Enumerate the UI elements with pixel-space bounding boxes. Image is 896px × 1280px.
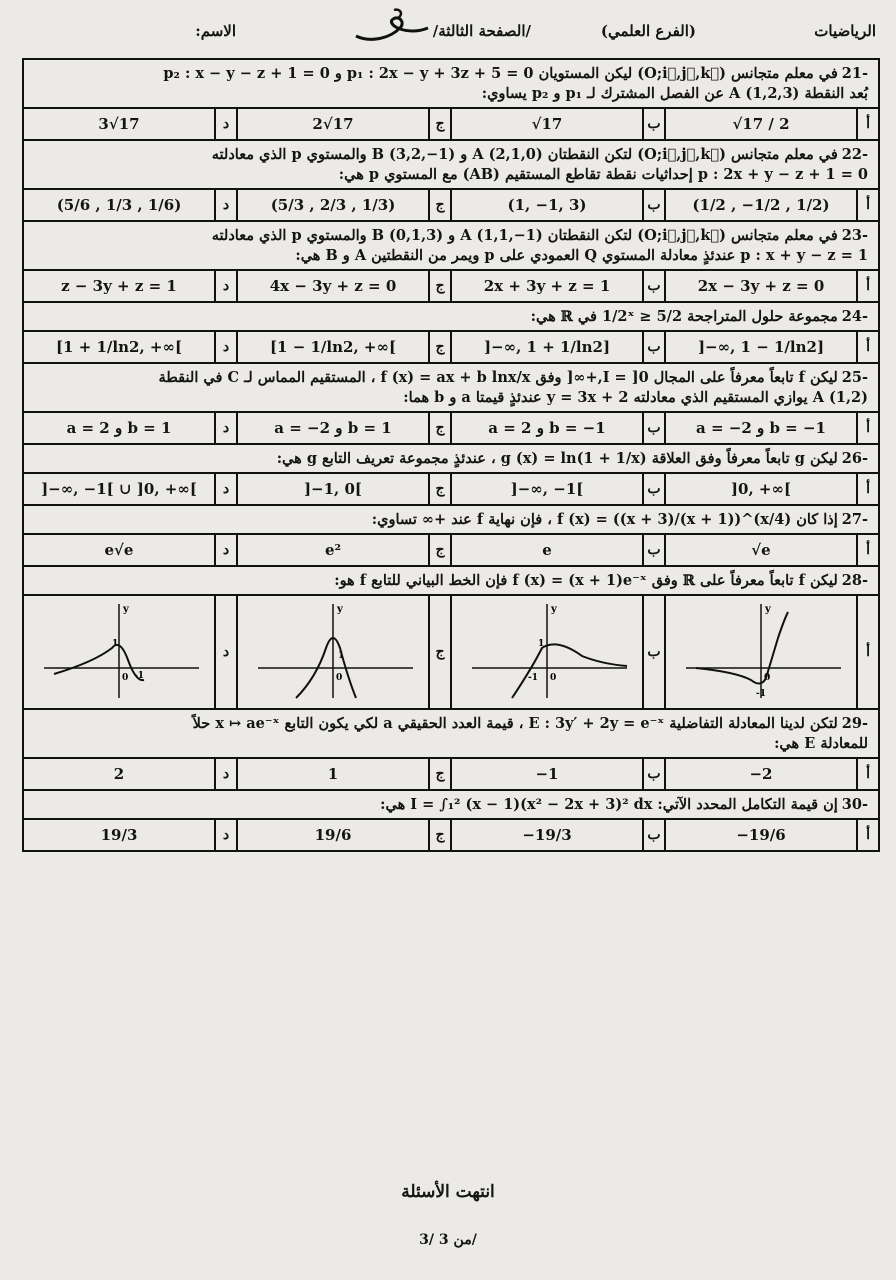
option-letter: ب <box>642 759 664 789</box>
option-letter: أ <box>856 413 878 443</box>
option-2-choice[interactable]: 2√17 <box>236 109 428 139</box>
page-label: /الصفحة الثالثة/ <box>432 22 531 40</box>
question-22 <box>22 139 880 188</box>
question-number: -27 <box>841 511 868 528</box>
option-letter: أ <box>856 759 878 789</box>
option-letter: أ <box>856 474 878 504</box>
option-graph <box>452 596 642 708</box>
option-1-choice[interactable]: 2x + 3y + z = 1 <box>450 271 642 301</box>
option-2-choice[interactable] <box>236 596 428 708</box>
option-letter: ب <box>642 596 664 708</box>
option-0-choice[interactable]: 2x − 3y + z = 0 <box>664 271 856 301</box>
option-letter: د <box>214 413 236 443</box>
questions-sheet <box>22 58 880 852</box>
question-25 <box>22 362 880 411</box>
option-letter: ب <box>642 109 664 139</box>
option-3-choice[interactable]: a = 2 و b = 1 <box>66 419 172 437</box>
option-1-choice[interactable]: ]−∞, −1[ <box>450 474 642 504</box>
origin-label: 0 <box>764 673 771 683</box>
option-graph <box>238 596 428 708</box>
option-3-choice[interactable] <box>24 596 214 708</box>
option-2-choice[interactable]: 19/6 <box>236 820 428 850</box>
question-text-line2: بُعد النقطة A (1,2,3) عن الفصل المشترك لـ p₁ و p₂ يساوي: <box>481 85 868 102</box>
question-28 <box>22 565 880 594</box>
option-3-choice[interactable]: [1 + 1/ln2, +∞[ <box>55 338 183 356</box>
sheet-bottom-border <box>22 850 880 852</box>
option-letter: أ <box>856 596 878 708</box>
question-text: مجموعة حلول المتراجحة 1/2ˣ ≥ 5/2 في ℝ هي: <box>530 308 838 325</box>
option-letter: أ <box>856 109 878 139</box>
question-text: ليكن f تابعاً معرفاً على المجال I = ]0,+∞[ وفق f (x) = ax + b lnx/x ، المستقيم المماس لـ C في النقطة <box>158 369 838 386</box>
y-axis-label: y <box>337 604 343 615</box>
option-letter: ج <box>428 332 450 362</box>
options-row <box>22 818 880 850</box>
option-letter: د <box>214 190 236 220</box>
option-2-choice[interactable]: 1 <box>236 759 428 789</box>
origin-label: 0 <box>550 673 557 683</box>
option-letter: ج <box>428 190 450 220</box>
option-letter: د <box>214 820 236 850</box>
option-0-choice[interactable]: −19/6 <box>664 820 856 850</box>
question-text-line2: p : 2x + y − z + 1 = 0 إحداثيات نقطة تقاطع المستقيم (AB) مع المستوي p هي: <box>338 166 868 183</box>
option-graph <box>24 596 214 708</box>
option-letter: ج <box>428 109 450 139</box>
option-3-choice[interactable]: 2 <box>113 765 125 783</box>
question-number: -29 <box>841 715 868 732</box>
option-graph <box>666 596 856 708</box>
option-1-choice[interactable]: −1 <box>450 759 642 789</box>
option-letter: أ <box>856 332 878 362</box>
option-letter: ب <box>642 190 664 220</box>
question-text: لتكن لدينا المعادلة التفاضلية E : 3y′ + 2y = e⁻ˣ ، قيمة العدد الحقيقي a لكي يكون التابع x ↦ ae⁻ˣ حلاً <box>192 715 838 732</box>
tick-label: 1 <box>112 639 119 649</box>
option-letter: ج <box>428 820 450 850</box>
option-2-choice[interactable]: 4x − 3y + z = 0 <box>236 271 428 301</box>
option-1-choice[interactable]: (1, −1, 3) <box>450 190 642 220</box>
function-curve <box>512 644 627 698</box>
option-2-choice[interactable]: a = −2 و b = 1 <box>236 413 428 443</box>
option-letter: ج <box>428 759 450 789</box>
origin-label: 0 <box>336 673 343 683</box>
option-1-choice[interactable]: √17 <box>450 109 642 139</box>
question-number: -30 <box>841 796 868 813</box>
question-30 <box>22 789 880 818</box>
option-0-choice[interactable]: ]−∞, 1 − 1/ln2] <box>664 332 856 362</box>
option-letter: د <box>214 109 236 139</box>
options-row <box>22 107 880 139</box>
option-letter: ب <box>642 413 664 443</box>
tick-label: -1 <box>134 671 144 681</box>
option-3-choice[interactable]: ]−∞, −1[ ∪ ]0, +∞[ <box>41 480 197 498</box>
question-29 <box>22 708 880 757</box>
options-row <box>22 330 880 362</box>
option-letter: أ <box>856 271 878 301</box>
option-letter: ب <box>642 271 664 301</box>
option-0-choice[interactable] <box>664 596 856 708</box>
question-text: إن قيمة التكامل المحدد الآتي: I = ∫₁² (x − 1)(x² − 2x + 3)² dx هي: <box>380 796 838 813</box>
question-text: ليكن f تابعاً معرفاً على ℝ وفق f (x) = (x + 1)e⁻ˣ فإن الخط البياني للتابع f هو: <box>334 572 838 589</box>
page-number: 3/ من 3/ <box>419 1232 477 1248</box>
subject-label: الرياضيات <box>814 22 876 40</box>
question-text: في معلم متجانس (O;i⃗,j⃗,k⃗) ليكن المستويان p₁ : 2x − y + 3z + 5 = 0 و p₂ : x − y − z + 1 = 0 <box>163 65 838 82</box>
option-1-choice[interactable]: a = 2 و b = −1 <box>450 413 642 443</box>
question-text-line2: للمعادلة E هي: <box>774 735 868 752</box>
option-1-choice[interactable]: −19/3 <box>450 820 642 850</box>
option-letter: ج <box>428 474 450 504</box>
options-row <box>22 188 880 220</box>
option-letter: د <box>214 332 236 362</box>
question-24 <box>22 301 880 330</box>
function-curve <box>696 612 788 684</box>
option-0-choice[interactable]: √17 / 2 <box>664 109 856 139</box>
question-number: -22 <box>841 146 868 163</box>
option-letter: د <box>214 759 236 789</box>
question-number: -25 <box>841 369 868 386</box>
option-letter: أ <box>856 535 878 565</box>
header <box>20 22 876 50</box>
question-number: -28 <box>841 572 868 589</box>
option-letter: ج <box>428 596 450 708</box>
question-number: -23 <box>841 227 868 244</box>
y-axis-label: y <box>765 604 771 615</box>
options-row <box>22 594 880 708</box>
option-letter: ج <box>428 535 450 565</box>
option-letter: ب <box>642 820 664 850</box>
tick-label: 1 <box>338 651 345 661</box>
option-1-choice[interactable] <box>450 596 642 708</box>
question-26 <box>22 443 880 472</box>
tick-label: -1 <box>528 673 538 683</box>
tick-label: -1 <box>756 689 766 699</box>
option-0-choice[interactable]: −2 <box>664 759 856 789</box>
question-text-line2: A (1,2) يوازي المستقيم الذي معادلته y = 3x + 2 عندئذٍ قيمتا a و b هما: <box>403 389 868 406</box>
options-row <box>22 269 880 301</box>
option-letter: ج <box>428 413 450 443</box>
y-axis-label: y <box>123 604 129 615</box>
option-0-choice[interactable]: ]0, +∞[ <box>664 474 856 504</box>
question-number: -21 <box>841 65 868 82</box>
function-curve <box>54 645 144 680</box>
option-2-choice[interactable]: ]−1, 0[ <box>236 474 428 504</box>
option-letter: أ <box>856 190 878 220</box>
option-3-choice[interactable]: z − 3y + z = 1 <box>61 277 177 295</box>
question-text: في معلم متجانس (O;i⃗,j⃗,k⃗) لتكن النقطتان A (1,1,−1) و B (0,1,3) والمستوي p الذي معادلته <box>211 227 838 244</box>
option-3-choice[interactable]: 3√17 <box>98 115 140 133</box>
option-letter: ب <box>642 474 664 504</box>
signature-icon <box>348 6 438 46</box>
options-row <box>22 533 880 565</box>
name-label: الاسم: <box>195 22 236 40</box>
origin-label: 0 <box>122 673 129 683</box>
options-row <box>22 411 880 443</box>
option-3-choice[interactable]: e√e <box>104 541 134 559</box>
options-row <box>22 472 880 504</box>
option-2-choice[interactable]: (5/3 , 2/3 , 1/3) <box>236 190 428 220</box>
option-letter: د <box>214 596 236 708</box>
option-letter: ج <box>428 271 450 301</box>
y-axis-label: y <box>551 604 557 615</box>
question-21 <box>22 58 880 107</box>
option-letter: أ <box>856 820 878 850</box>
question-23 <box>22 220 880 269</box>
options-row <box>22 757 880 789</box>
option-2-choice[interactable]: e² <box>236 535 428 565</box>
end-text: انتهت الأسئلة <box>401 1182 495 1202</box>
option-1-choice[interactable]: ]−∞, 1 + 1/ln2] <box>450 332 642 362</box>
question-text-line2: p : x + y − z = 1 عندئذٍ معادلة المستوي Q العمودي على p ويمر من النقطتين A و B هي: <box>295 247 868 264</box>
option-letter: ب <box>642 535 664 565</box>
option-letter: د <box>214 535 236 565</box>
question-text: إذا كان f (x) = ((x + 3)/(x + 1))^(x/4) ، فإن نهاية f عند +∞ تساوي: <box>371 511 838 528</box>
option-0-choice[interactable]: √e <box>664 535 856 565</box>
question-number: -24 <box>841 308 868 325</box>
option-letter: د <box>214 474 236 504</box>
option-3-choice[interactable]: (5/6 , 1/3 , 1/6) <box>56 196 182 214</box>
option-3-choice[interactable]: 19/3 <box>100 826 138 844</box>
question-number: -26 <box>841 450 868 467</box>
question-text: ليكن g تابعاً معرفاً وفق العلاقة g (x) = ln(1 + 1/x) ، عندئذٍ مجموعة تعريف التابع g هي: <box>276 450 838 467</box>
option-1-choice[interactable]: e <box>450 535 642 565</box>
question-text: في معلم متجانس (O;i⃗,j⃗,k⃗) لتكن النقطتان A (2,1,0) و B (3,2,−1) والمستوي p الذي معادلته <box>211 146 838 163</box>
option-0-choice[interactable]: a = −2 و b = −1 <box>664 413 856 443</box>
question-27 <box>22 504 880 533</box>
tick-label: 1 <box>538 639 545 649</box>
option-2-choice[interactable]: [1 − 1/ln2, +∞[ <box>236 332 428 362</box>
option-letter: د <box>214 271 236 301</box>
branch-label: (الفرع العلمي) <box>600 22 696 40</box>
option-0-choice[interactable]: (1/2 , −1/2 , 1/2) <box>664 190 856 220</box>
option-letter: ب <box>642 332 664 362</box>
